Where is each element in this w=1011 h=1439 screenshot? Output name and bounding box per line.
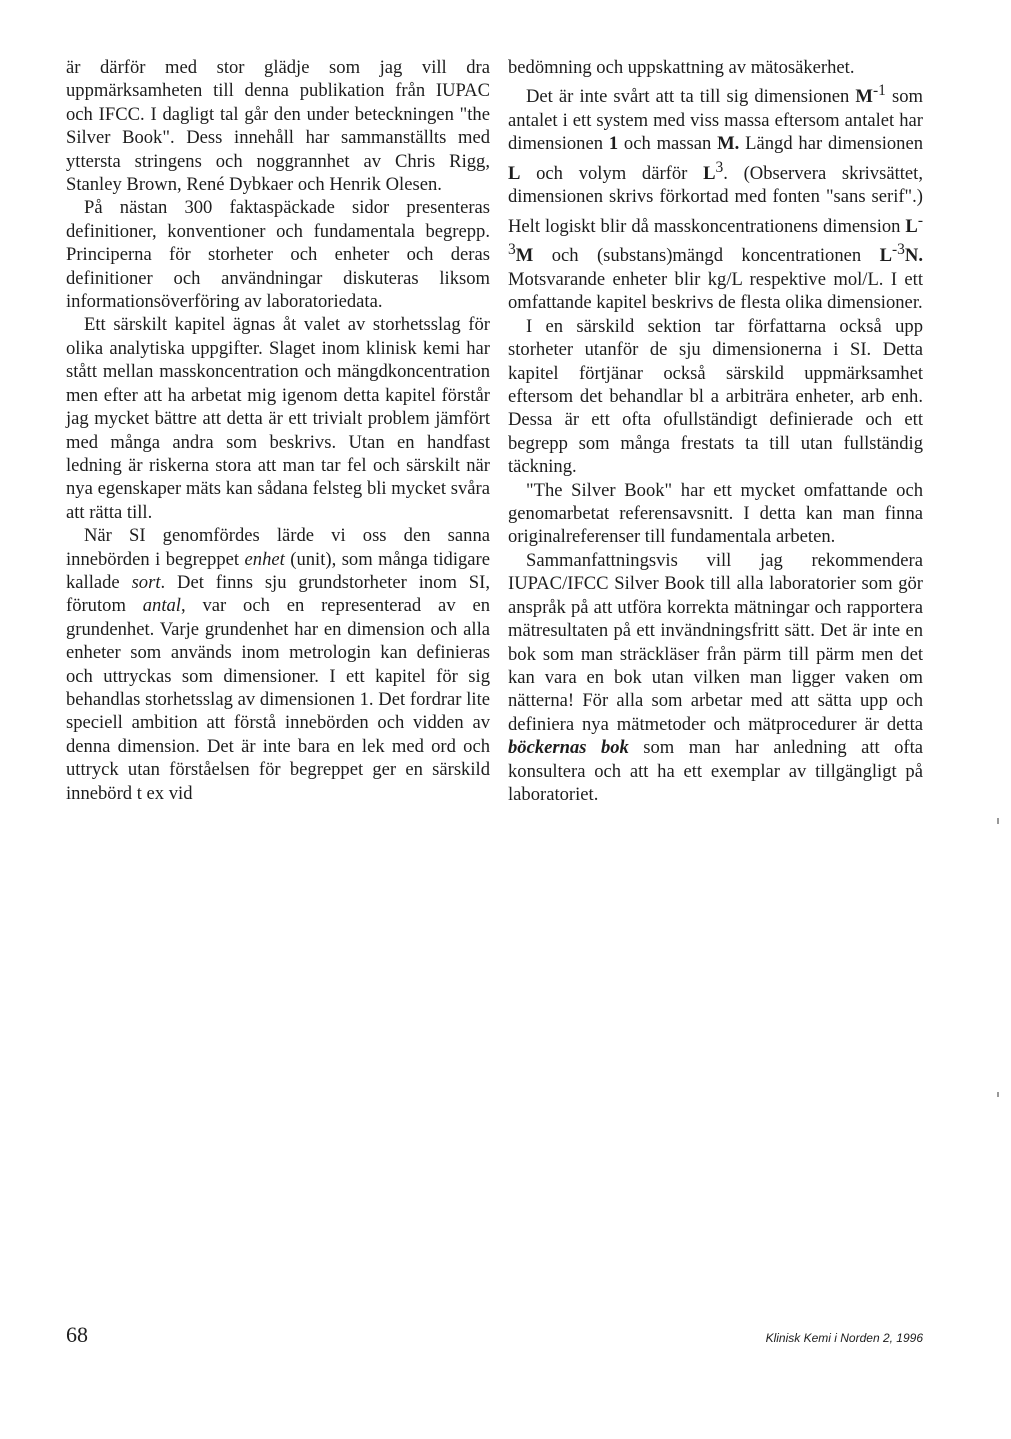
page-number: 68 [66,1322,88,1347]
scan-mark [997,1092,999,1097]
left-column [66,56,490,805]
paragraph: är därför med stor glädje som jag vill dra uppmärksamheten till denna publikation från IUPAC och IFCC. I dagligt tal går den under beteckningen "the Silver Book". Dess innehåll har sammanställts med yttersta stringens och noggrannhet av Chris Rigg, Stanley Brown, René Dybkaer och Henrik Olesen. [66,57,490,196]
scan-mark [997,818,999,824]
right-column [508,56,923,806]
paragraph: På nästan 300 faktaspäckade sidor presenteras definitioner, konventioner och fundamentala begrepp. Principerna för storheter och enheter och deras definitioner och användningar diskuteras liksom informationsöverföring av laboratoriedata. [66,197,490,313]
paragraph: Sammanfattningsvis vill jag rekommendera IUPAC/IFCC Silver Book till alla laboratorier som gör anspråk på att utföra korrekta mätningar och rapportera mätresultaten på ett invändningsfritt sätt. Det är inte en bok som man sträckläser från pärm till pärm men det kan vara en bok utan vilken man ligger vaken om nätterna! För alla som arbetar med att sätta upp och definiera nya mätmetoder och mätprocedurer är detta böckernas bok som man har anledning att ofta konsultera och att ha ett exemplar av tillgängligt på laboratoriet. [508,549,923,805]
paragraph: Det är inte svårt att ta till sig dimensionen $M^{-1}$ som antalet i ett system med viss massa eftersom antalet har dimensionen 1 och massan M. Längd har dimensionen L och volym därför $L^3$. (Observera skrivsättet, dimensionen skrivs förkortad med fonten "sans serif".) Helt logiskt blir då masskoncentrationens dimension $L^{-3}M$ och (substans)mängd koncentrationen $L^{-3}N$. Motsvarande enheter blir kg/L respektive mol/L. I ett omfattande kapitel beskrivs de flesta olika dimensioner. [508,82,923,314]
journal-footer: Klinisk Kemi i Norden 2, 1996 [765,1331,923,1345]
paragraph: Ett särskilt kapitel ägnas åt valet av storhetsslag för olika analytiska uppgifter. Slaget inom klinisk kemi har stått mellan masskoncentration och mängdkoncentration men efter att ha arbetat mig igenom detta kapitel förstår jag mycket bättre att detta är ett trivialt problem jämfört med många andra som beskrivs. Utan en handfast ledning är riskerna stora att man tar fel och särskilt när nya egenskaper mäts kan sådana felsteg bli mycket svåra att rätta till. [66,314,490,523]
paragraph: När SI genomfördes lärde vi oss den sanna innebörden i begreppet enhet (unit), som många tidigare kallade sort. Det finns sju grundstorheter inom SI, förutom antal, var och en representerad av en grundenhet. Varje grundenhet har en dimension och alla enheter som används inom metrologin kan definieras och uttryckas som dimensioner. I ett kapitel för sig behandlas storhetsslag av dimensionen 1. Det fordrar lite speciell ambition att förstå innebörden och vidden av denna dimension. Det är inte bara en lek med ord och uttryck utan förståelsen för begreppet ger en särskild innebörd t ex vid [66,525,490,804]
paragraph: I en särskild sektion tar författarna också upp storheter utanför de sju dimensionerna i SI. Detta kapitel förtjänar också särskild uppmärksamhet eftersom det behandlar bl a arbiträra enheter, arb enh. Dessa är ett ofta ofullständigt definierade och ett begrepp som många frestats ta till utan fullständig täckning. [508,315,923,478]
paragraph: "The Silver Book" har ett mycket omfattande och genomarbetat referensavsnitt. I detta kan man finna originalreferenser till fundamentala arbeten. [508,479,923,548]
paragraph: bedömning och uppskattning av mätosäkerhet. [508,57,855,78]
